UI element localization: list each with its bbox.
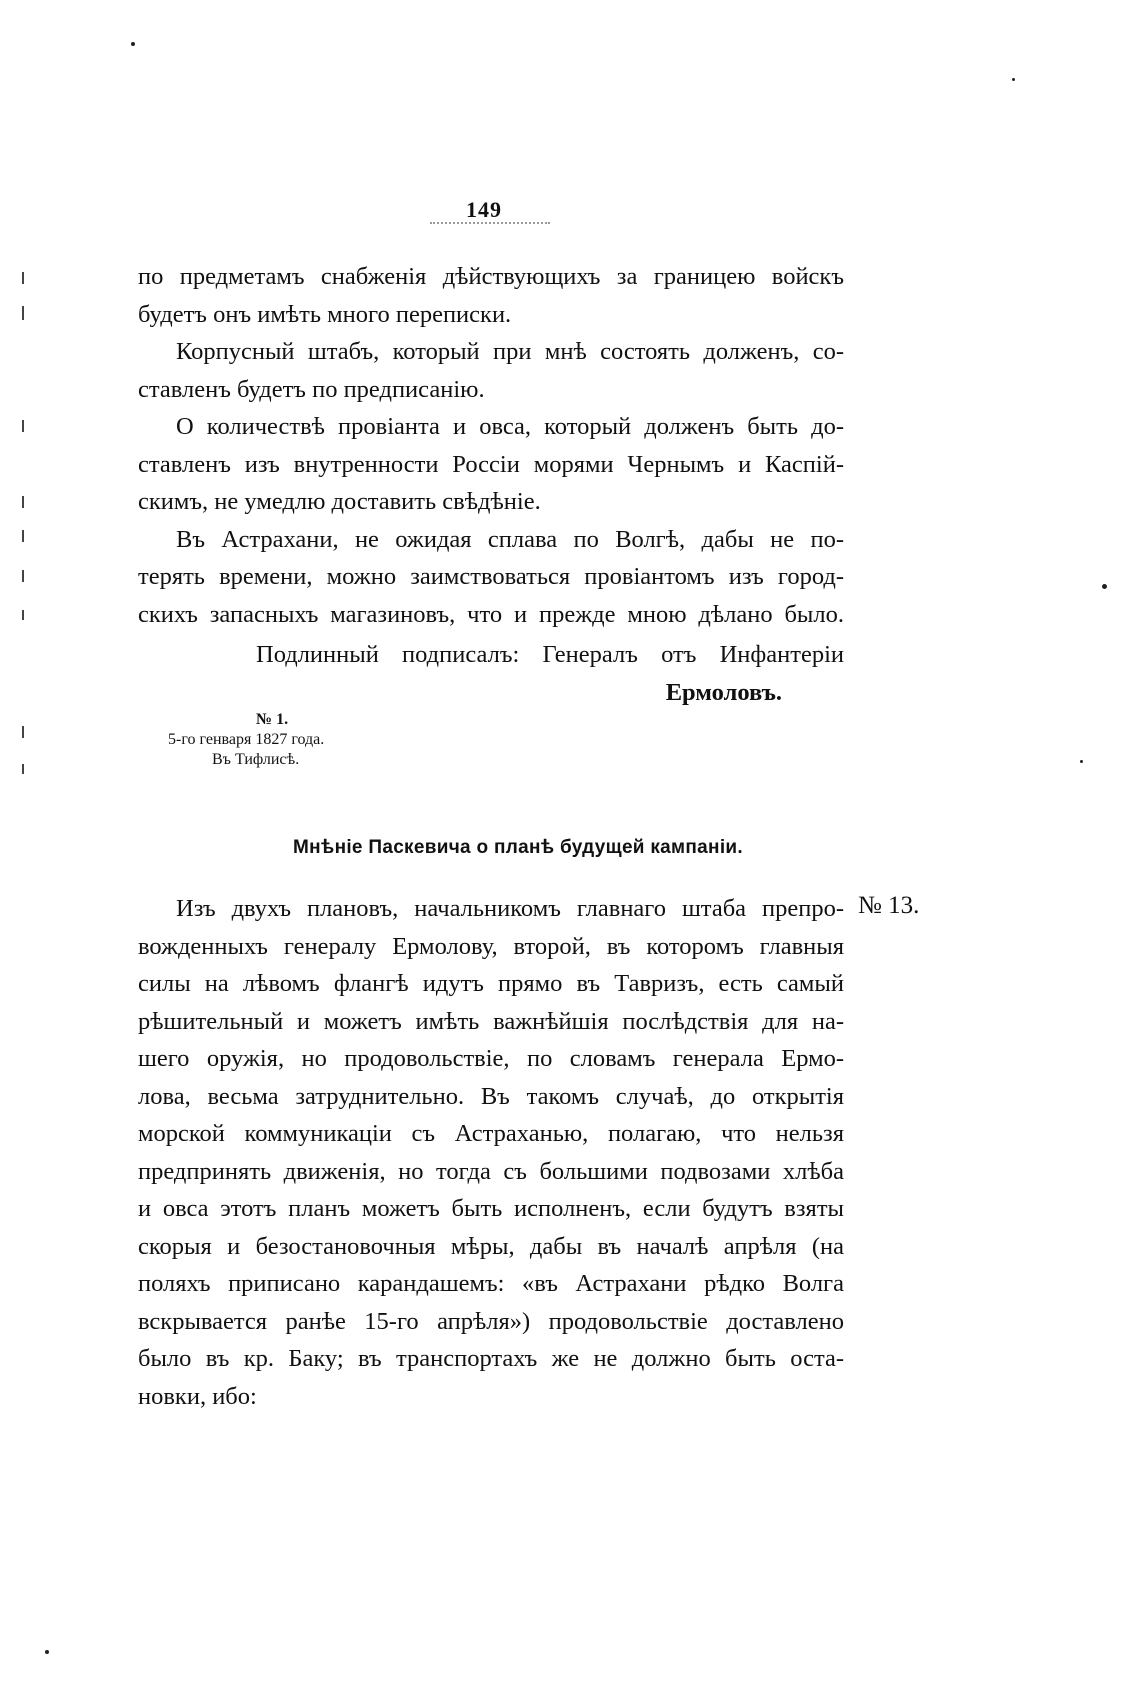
signature-name: Ермоловъ. [665,678,782,706]
margin-mark [22,764,24,774]
margin-mark [22,272,24,284]
section-heading: Мнѣніе Паскевича о планѣ будущей кампаніи. [293,837,743,858]
text-line: Изъ двухъ плановъ, начальникомъ главнаго штаба препро- [176,895,844,922]
text-line: шего оружія, но продовольствіе, по словамъ генерала Ермо- [138,1045,844,1072]
text-line: вскрывается ранѣе 15-го апрѣля») продовольствіе доставлено [138,1307,844,1335]
scan-speck [1012,78,1015,81]
text-line: новки, ибо: [138,1382,257,1410]
signature-line: Подлинный подписалъ: Генералъ отъ Инфантеріи [256,641,844,668]
text-line: Корпусный штабъ, который при мнѣ состоять долженъ, со- [176,338,844,365]
text-line: рѣшительный и можетъ имѣть важнѣйшія послѣдствія для на- [138,1007,844,1035]
text-line: скимъ, не умедлю доставить свѣдѣніе. [138,488,541,515]
margin-mark [22,306,24,320]
text-line: О количествѣ провіанта и овса, который долженъ быть до- [176,413,844,440]
text-line: скихъ запасныхъ магазиновъ, что и прежде мною дѣлано было. [138,600,844,628]
text-line: морской коммуникаціи съ Астраханью, полагаю, что нельзя [138,1120,844,1147]
text-line: силы на лѣвомъ флангѣ идутъ прямо въ Тавризъ, есть самый [138,970,844,997]
signature-block [256,636,844,711]
page-number: 149 [466,197,502,222]
text-line: было въ кр. Баку; въ транспортахъ же не должно быть оста- [138,1345,844,1372]
text-line: будетъ онъ имѣть много переписки. [138,300,512,328]
text-line: ставленъ будетъ по предписанію. [138,375,485,403]
text-line: поляхъ приписано карандашемъ: «въ Астрахани рѣдко Волга [138,1270,844,1297]
scan-speck [1102,584,1107,589]
margin-mark [22,420,24,432]
letter-metadata [168,710,324,770]
letter-number: № 1. [256,711,289,728]
margin-mark [22,530,24,542]
scan-speck [1080,760,1083,763]
section-paragraph [138,890,844,1415]
text-line: ставленъ изъ внутренности Россіи морями Чернымъ и Каспій- [138,450,844,478]
text-line: по предметамъ снабженія дѣйствующихъ за границею войскъ [138,263,844,290]
margin-document-number: № 13. [858,892,920,919]
text-line: Въ Астрахани, не ожидая сплава по Волгѣ, дабы не по- [176,525,844,553]
scan-speck [131,42,135,46]
text-line: терять времени, можно заимствоваться провіантомъ изъ город- [138,563,844,590]
text-line: и овса этотъ планъ можетъ быть исполненъ, если будутъ взяты [138,1195,844,1222]
letter-date: 5-го генваря 1827 года. [168,731,325,748]
text-line: предпринять движенія, но тогда съ большими подвозами хлѣба [138,1157,844,1185]
margin-mark [22,570,24,582]
text-line: лова, весьма затруднительно. Въ такомъ случаѣ, до открытія [138,1082,844,1110]
margin-mark [22,496,24,508]
top-paragraphs [138,258,844,633]
margin-mark [22,726,24,738]
scan-speck [45,1650,49,1654]
margin-mark [22,610,24,620]
letter-place: Въ Тифлисѣ. [212,751,300,768]
text-line: скорыя и безостановочныя мѣры, дабы въ началѣ апрѣля (на [138,1232,844,1260]
text-line: вожденныхъ генералу Ермолову, второй, въ которомъ главныя [138,932,844,960]
scan-smudge [430,222,550,228]
